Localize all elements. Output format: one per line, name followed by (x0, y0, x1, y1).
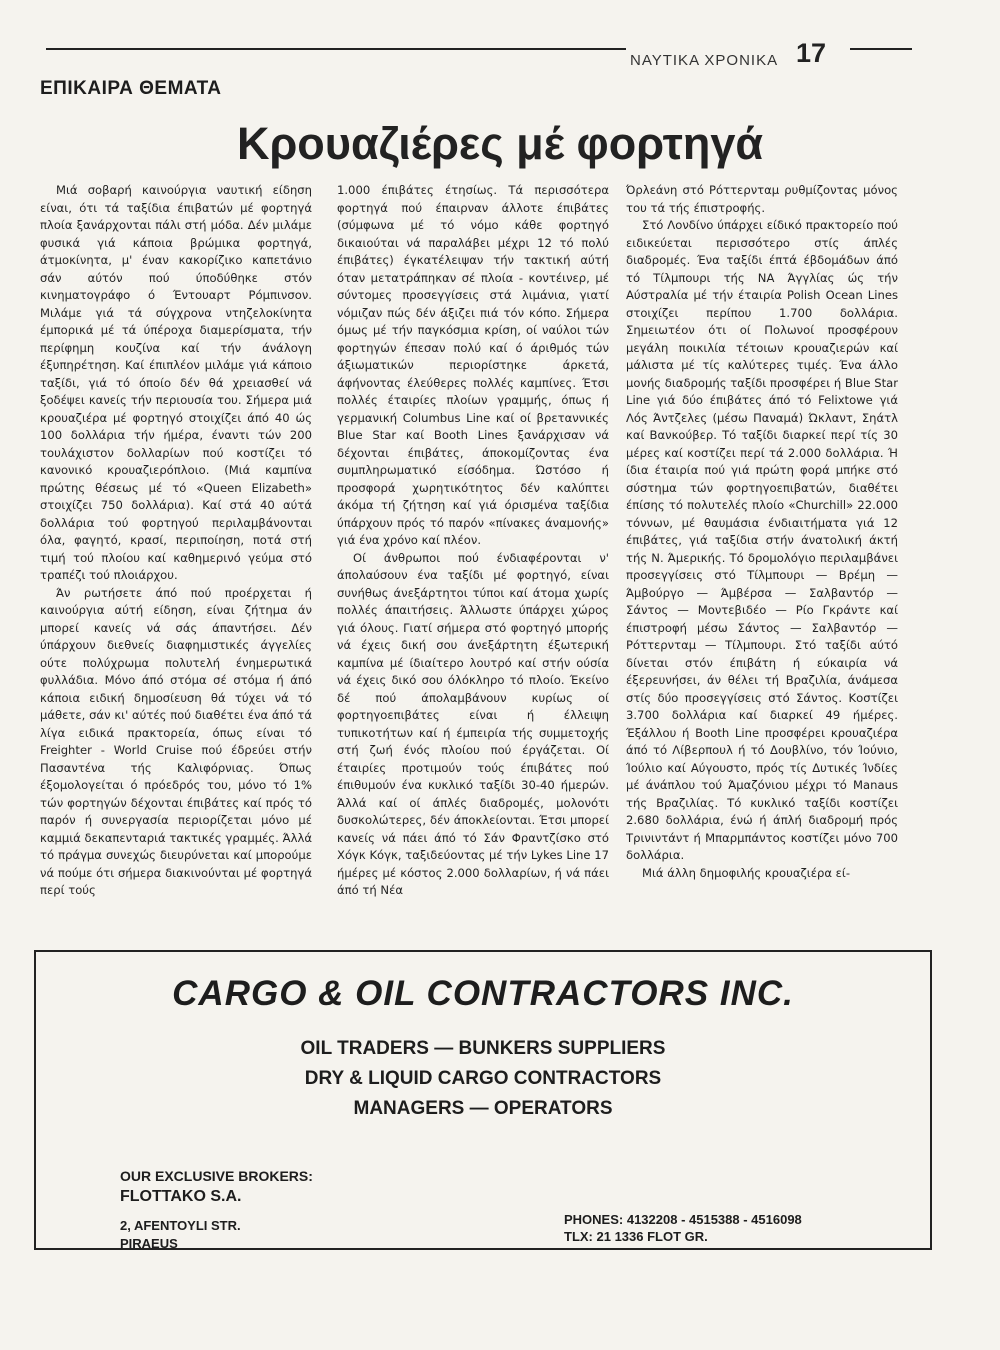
article-title: Κρουαζιέρες μέ φορτηγά (236, 118, 764, 169)
paragraph: Όρλεάνη στό Ρόττερνταμ ρυθμίζοντας μόνος του τά τής έπιστροφής. (626, 183, 898, 215)
magazine-name: ΝΑΥΤΙΚΑ ΧΡΟΝΙΚΑ (630, 52, 779, 69)
ad-services-line-2: DRY & LIQUID CARGO CONTRACTORS (304, 1068, 662, 1089)
paragraph: Στό Λονδίνο ύπάρχει είδικό πρακτορείο πού ειδικεύεται περισσότερο στίς άπλές διαδρομές. Ένα ταξίδι έπτά έβδομάδων άπό τό Τίλμπουρι τής ΝΑ Άγγλίας ώς τήν Αύστραλία μέ τήν έταιρία Polish Ocean Lines στοιχίζει περίπου 1.700 δολλάρια. Σημειωτέον ότι οί Πολωνοί προσφέρουν μεγάλη ποικιλία τέτοιων κρουαζιερών καί μάλιστα μέ τίς καλύτερες τιμές. Ένα άλλο μονής διαδρομής ταξίδι προσφέρει ή Blue Star Line γιά δύο έπιβάτες άπό τό Felixtowe γιά Λός Άντζελες (μέσω Παναμά) Ώκλαντ, Σηάτλ καί Βανκούβερ. Τό ταξίδι διαρκεί περί τίς 30 μέρες καί κοστίζει περί τά 2.000 δολλάρια. Ή ίδια έταιρία πού γιά πρώτη φορά μπήκε στό σύστημα τών φορτηγοεπιβατών, διαθέτει έπίσης τό πολυτελές πλοίο «Churchill» 22.000 τόννων, μέ θαυμάσια ένδιαιτήματα γιά 12 έπιβάτες, γιά ταξίδια στήν άνατολική άκτή τής Ν. Άμερικής. Τό δρομολόγιο περιλαμβάνει προσεγγίσεις στό Τίλμπουρι — Βρέμη — Άμβούργο — Άμβέρσα — Σαλβαντόρ — Σάντος — Μοντεβιδέο — Ρίο Γκράντε καί έπιστροφή μέσω Σάντος — Σαλβαντόρ — Ρόττερνταμ — Τίλμπουρι. Στό ταξίδι αύτό δίνεται στόν έπιβάτη ή εύκαιρία νά έξερευνήσει, άν θέλει τή Βραζιλία, άνάμεσα στίς δύο προσεγγίσεις στό Σάντος. Κοστίζει 3.700 δολλάρια καί διαρκεί 49 ήμέρες. Έξάλλου ή Booth Line προσφέρει κρουαζιέρα άπό τό Λίβερπουλ ή τό Δουβλίνο, τόν Ίούνιο, Ίούλιο καί Αύγουστο, πρός τίς Δυτικές Ίνδίες μέ άνάπλου τού Άμαζόνιου μέχρι τό Manaus τής Βραζιλίας. Τό κυκλικό ταξίδι κοστίζει 2.680 δολλάρια, ένώ ή άπλή διαδρομή πρός Τρινιντάντ ή Μπαρμπάντος κοστίζει μόνο 700 δολλάρια. (626, 218, 898, 862)
ad-services-line-1: OIL TRADERS — BUNKERS SUPPLIERS (300, 1038, 666, 1059)
section-heading: ΕΠΙΚΑΙΡΑ ΘΕΜΑΤΑ (40, 78, 222, 99)
paragraph: Μιά άλλη δημοφιλής κρουαζιέρα εί- (642, 865, 851, 880)
paragraph: Άν ρωτήσετε άπό πού προέρχεται ή καινούργια αύτή είδηση, είναι ζήτημα άν μπορεί κανείς νά σάς άπαντήσει. Δέν ύπάρχουν διεθνείς διαφημιστικές άγγελίες ούτε πολύχρωμα πολυτελή ένημερωτικά φυλλάδια. Μόνο άπό στόμα σέ στόμα ή άπό κάποια ειδική δημοσίευση θά τύχει νά τό μάθετε, σάν κι' αύτές πού διαθέτει ένα άπό τά λίγα ειδικά πρακτορεία, όπως είναι τό Freighter - World Cruise πού έδρεύει στήν Πασαντένα τής Καλιφόρνιας. Όπως έξομολογείται ό πρόεδρός του, μόνο τό 1% τών φορτηγών δέχονται έπιβάτες καί πρός τό παρόν ή συνεργασία περιορίζεται μόνο μέ καμμιά δεκαπενταριά τακτικές γραμμές. Άλλά τό πράγμα συνεχώς διευρύνεται καί μπορούμε νά πούμε ότι σήμερα διακινούνται μέ φορτηγά περί τούς (40, 585, 312, 897)
page-number: 17 (796, 38, 827, 68)
ad-brokers-name: FLOTTAKO S.A. (120, 1188, 242, 1205)
article-column-2 (337, 182, 609, 934)
ad-phones: PHONES: 4132208 - 4515388 - 4516098 (564, 1212, 802, 1227)
article-column-1 (40, 182, 312, 934)
article-column-3 (626, 182, 898, 934)
ad-address-city: PIRAEUS (120, 1236, 178, 1251)
paragraph: 1.000 έπιβάτες έτησίως. Τά περισσότερα φορτηγά πού έπαιρναν άλλοτε έπιβάτες (σύμφωνα μέ τό νόμο κάθε φορτηγό δικαιούται νά παραλάβει μέχρι 12 τό πολύ έπιβάτες) έγκατέλειψαν τήν τακτική αύτή όταν μετατράπηκαν σέ πλοία - κοντέινερ, μέ σύντομες προσεγγίσεις στά λιμάνια, γιατί νόμιζαν πώς δέν άξιζει πιά τόν κόπο. Σήμερα όμως μέ τήν παγκόσμια κρίση, οί ναύλοι τών φορτηγών έπεσαν πολύ καί ό άριθμός τών άξιωματικών περιορίστηκε άρκετά, άφήνοντας έλεύθερες πολλές καμπίνες. Έτσι πολλές έταιρίες πλοίων γραμμής, όπως ή γερμανική Columbus Line καί οί βρεταννικές Blue Star καί Booth Lines ξανάρχισαν νά δέχονται έπιβάτες, άποκομίζοντας ένα συμπληρωματικό είσόδημα. Ώστόσο ή προσφορά χωρητικότητος δέν καλύπτει άκόμα τή ζήτηση καί γιά όρισμένα ταξίδια ύπάρχουν πρός τό παρόν «πίνακες άναμονής» γιά ένα χρόνο καί πλέον. (337, 183, 609, 547)
header-rule-left (46, 48, 626, 50)
ad-services-line-3: MANAGERS — OPERATORS (353, 1098, 613, 1119)
ad-address-street: 2, AFENTOYLI STR. (120, 1218, 241, 1233)
paragraph: Μιά σοβαρή καινούργια ναυτική είδηση είναι, ότι τά ταξίδια έπιβατών μέ φορτηγά πλοία ξανάρχονται πάλι στή μόδα. Δέν μιλάμε φυσικά γιά κάποια βρώμικα φορτηγά, άτμοκίνητα, μ' έναν κακορίζικο καπετάνιο σάν αύτόν πού ύποδύθηκε στόν κινηματογράφο ό Έντουαρτ Ρόμπινσον. Μιλάμε γιά τά σύγχρονα ντηζελοκίνητα έμπορικά μέ τά ύπέροχα διαμερίσματα, τήν περίφημη κουζίνα καί τήν άνάλογη έξυπηρέτηση. Καί έπιπλέον μιλάμε γιά κάποιο ταξίδι, γιά τό όποίο δέν θά χρειασθεί νά ξοδέψει κανείς τήν περιουσία του. Σήμερα μιά κρουαζιέρα μέ φορτηγό στοιχίζει άπό 40 ώς 100 δολλάρια τήν ήμέρα, έναντι τών 200 τουλάχιστον δολλαρίων πού κοστίζει τό κανονικό κρουαζιερόπλοιο. (Μιά καμπίνα πρώτης θέσεως μέ τό «Queen Elizabeth» στοιχίζει 750 δολλάρια). Καί στά 40 αύτά δολλάρια τού φορτηγού περιλαμβάνονται όλα, φαγητό, κρασί, περιποίηση, ποτά στή τιμή τού πλοίου καί καθημερινό γεύμα στό τραπέζι τού πλοιάρχου. (40, 183, 312, 582)
ad-brokers-heading: OUR EXCLUSIVE BROKERS: (120, 1168, 313, 1184)
ad-telex: TLX: 21 1336 FLOT GR. (564, 1229, 708, 1244)
advertisement-box (34, 950, 932, 1250)
header-rule-right (850, 48, 912, 50)
ad-company-name: CARGO & OIL CONTRACTORS INC. (172, 974, 794, 1013)
paragraph: Οί άνθρωποι πού ένδιαφέρονται ν' άπολαύσουν ένα ταξίδι μέ φορτηγό, είναι συνήθως άνεξάρτητοι τύποι καί άτομα χωρίς πολλές άπαιτήσεις. Άλλωστε ύπάρχει χώρος γιά όλους. Γιατί σήμερα στό φορτηγό μπορής νά έχεις δική σου άνεξάρτητη έξωτερική καμπίνα μέ ίδιαίτερο λουτρό καί στήν ούσία νά έχεις δικό σου όλόκληρο τό πλοίο. Έκείνο δέ πού άπολαμβάνουν κυρίως οί φορτηγοεπιβάτες είναι ή έλλειψη τυπικοτήτων καί ή έμπειρία τής συμμετοχής στή ζωή ένός πλοίου πού έργάζεται. Οί έταιρίες προτιμούν τούς έπιβάτες πού έπιθυμούν ένα κυκλικό ταξίδι 30-40 ήμερών. Άλλά καί οί άπλές διαδρομές, μολονότι δυσκολώτερες, δέν άποκλείονται. Έτσι μπορεί κανείς νά πάει άπό τό Σάν Φραντζίσκο στό Χόγκ Κόγκ, ταξιδεύοντας μέ τήν Lykes Line 17 ήμέρες μέ κόστος 2.000 δολλαρίων, ή νά πάει άπό τή Νέα (337, 550, 609, 897)
